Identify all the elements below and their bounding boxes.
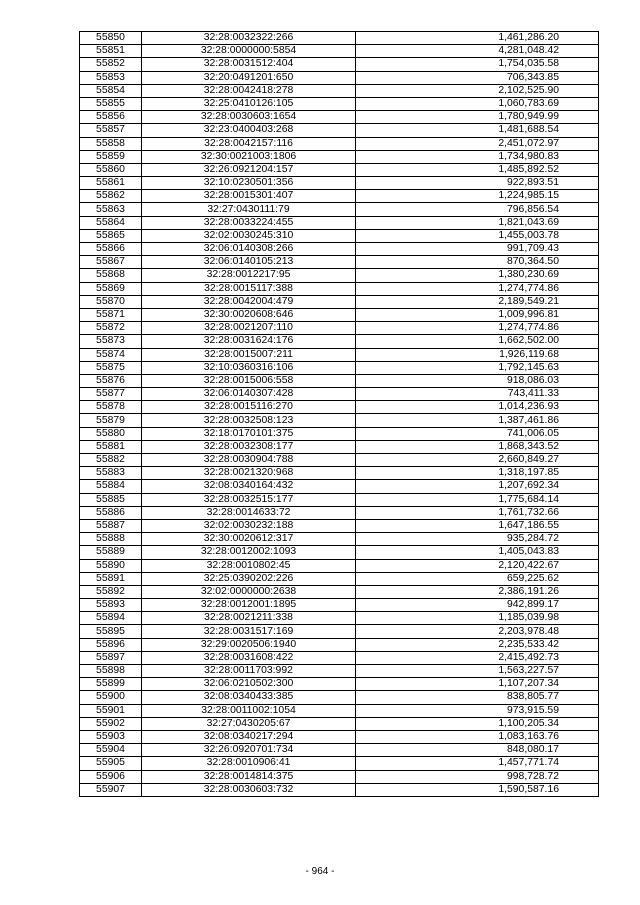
row-number-cell: 55869 xyxy=(80,282,142,295)
cadastral-number-cell: 32:27:0430111:79 xyxy=(142,203,356,216)
table-row xyxy=(80,599,599,612)
table-body xyxy=(80,32,599,797)
cadastral-number-cell: 32:02:0030245:310 xyxy=(142,229,356,242)
table-row xyxy=(80,414,599,427)
table-row xyxy=(80,572,599,585)
table-row xyxy=(80,295,599,308)
amount-cell: 1,107,207.34 xyxy=(356,678,599,691)
row-number-cell: 55892 xyxy=(80,585,142,598)
table-row xyxy=(80,97,599,110)
cadastral-number-cell: 32:28:0014633:72 xyxy=(142,506,356,519)
cadastral-number-cell: 32:28:0032322:266 xyxy=(142,32,356,45)
row-number-cell: 55878 xyxy=(80,401,142,414)
row-number-cell: 55900 xyxy=(80,691,142,704)
table-row xyxy=(80,282,599,295)
row-number-cell: 55866 xyxy=(80,243,142,256)
amount-cell: 1,780,949.99 xyxy=(356,111,599,124)
amount-cell: 1,009,996.81 xyxy=(356,308,599,321)
cadastral-number-cell: 32:28:0030603:1654 xyxy=(142,111,356,124)
row-number-cell: 55850 xyxy=(80,32,142,45)
amount-cell: 991,709.43 xyxy=(356,243,599,256)
cadastral-number-cell: 32:28:0032508:123 xyxy=(142,414,356,427)
amount-cell: 1,274,774.86 xyxy=(356,322,599,335)
row-number-cell: 55879 xyxy=(80,414,142,427)
cadastral-number-cell: 32:26:0920701:734 xyxy=(142,744,356,757)
amount-cell: 848,080.17 xyxy=(356,744,599,757)
table-row xyxy=(80,678,599,691)
amount-cell: 1,775,684.14 xyxy=(356,493,599,506)
row-number-cell: 55894 xyxy=(80,612,142,625)
row-number-cell: 55886 xyxy=(80,506,142,519)
row-number-cell: 55853 xyxy=(80,71,142,84)
table-row xyxy=(80,269,599,282)
row-number-cell: 55890 xyxy=(80,559,142,572)
table-row xyxy=(80,612,599,625)
row-number-cell: 55902 xyxy=(80,717,142,730)
row-number-cell: 55882 xyxy=(80,454,142,467)
row-number-cell: 55862 xyxy=(80,190,142,203)
amount-cell: 743,411.33 xyxy=(356,388,599,401)
amount-cell: 2,235,533.42 xyxy=(356,638,599,651)
cadastral-number-cell: 32:28:0021211:338 xyxy=(142,612,356,625)
table-row xyxy=(80,111,599,124)
row-number-cell: 55852 xyxy=(80,58,142,71)
amount-cell: 1,185,039.98 xyxy=(356,612,599,625)
table-row xyxy=(80,243,599,256)
amount-cell: 2,203,978.48 xyxy=(356,625,599,638)
row-number-cell: 55896 xyxy=(80,638,142,651)
row-number-cell: 55858 xyxy=(80,137,142,150)
amount-cell: 1,590,587.16 xyxy=(356,783,599,796)
cadastral-number-cell: 32:06:0140105:213 xyxy=(142,256,356,269)
table-row xyxy=(80,691,599,704)
row-number-cell: 55854 xyxy=(80,84,142,97)
row-number-cell: 55889 xyxy=(80,546,142,559)
table-row xyxy=(80,308,599,321)
row-number-cell: 55874 xyxy=(80,348,142,361)
table-row xyxy=(80,32,599,45)
cadastral-number-cell: 32:28:0010802:45 xyxy=(142,559,356,572)
amount-cell: 1,481,688.54 xyxy=(356,124,599,137)
cadastral-number-cell: 32:28:0031624:176 xyxy=(142,335,356,348)
amount-cell: 1,083,163.76 xyxy=(356,730,599,743)
row-number-cell: 55893 xyxy=(80,599,142,612)
row-number-cell: 55857 xyxy=(80,124,142,137)
amount-cell: 2,415,492.73 xyxy=(356,651,599,664)
table-row xyxy=(80,229,599,242)
cadastral-number-cell: 32:28:0015301:407 xyxy=(142,190,356,203)
table-row xyxy=(80,717,599,730)
cadastral-number-cell: 32:30:0020608:646 xyxy=(142,308,356,321)
cadastral-number-cell: 32:30:0021003:1806 xyxy=(142,150,356,163)
row-number-cell: 55871 xyxy=(80,308,142,321)
cadastral-number-cell: 32:28:0030603:732 xyxy=(142,783,356,796)
table-row xyxy=(80,638,599,651)
amount-cell: 1,455,003.78 xyxy=(356,229,599,242)
table-row xyxy=(80,335,599,348)
cadastral-number-cell: 32:28:0015006:558 xyxy=(142,374,356,387)
row-number-cell: 55905 xyxy=(80,757,142,770)
amount-cell: 1,224,985.15 xyxy=(356,190,599,203)
row-number-cell: 55887 xyxy=(80,519,142,532)
table-row xyxy=(80,625,599,638)
row-number-cell: 55859 xyxy=(80,150,142,163)
amount-cell: 659,225.62 xyxy=(356,572,599,585)
table-row xyxy=(80,190,599,203)
table-row xyxy=(80,388,599,401)
row-number-cell: 55877 xyxy=(80,388,142,401)
cadastral-number-cell: 32:28:0032308:177 xyxy=(142,440,356,453)
table-row xyxy=(80,137,599,150)
table-row xyxy=(80,177,599,190)
table-row xyxy=(80,783,599,796)
table-row xyxy=(80,467,599,480)
cadastral-number-cell: 32:28:0000000:5854 xyxy=(142,45,356,58)
amount-cell: 4,281,048.42 xyxy=(356,45,599,58)
table-row xyxy=(80,71,599,84)
cadastral-number-cell: 32:28:0031512:404 xyxy=(142,58,356,71)
table-row xyxy=(80,651,599,664)
amount-cell: 935,284.72 xyxy=(356,533,599,546)
row-number-cell: 55903 xyxy=(80,730,142,743)
amount-cell: 942,899.17 xyxy=(356,599,599,612)
cadastral-number-cell: 32:28:0012217:95 xyxy=(142,269,356,282)
cadastral-number-cell: 32:28:0042004:479 xyxy=(142,295,356,308)
amount-cell: 2,120,422.67 xyxy=(356,559,599,572)
cadastral-number-cell: 32:28:0015116:270 xyxy=(142,401,356,414)
amount-cell: 838,805.77 xyxy=(356,691,599,704)
table-row xyxy=(80,322,599,335)
table-row xyxy=(80,744,599,757)
amount-cell: 1,318,197.85 xyxy=(356,467,599,480)
amount-cell: 1,014,236.93 xyxy=(356,401,599,414)
amount-cell: 1,100,205.34 xyxy=(356,717,599,730)
amount-cell: 1,821,043.69 xyxy=(356,216,599,229)
cadastral-number-cell: 32:25:0410126:105 xyxy=(142,97,356,110)
table-row xyxy=(80,665,599,678)
amount-cell: 2,451,072.97 xyxy=(356,137,599,150)
cadastral-number-cell: 32:28:0030904:788 xyxy=(142,454,356,467)
row-number-cell: 55867 xyxy=(80,256,142,269)
data-table-container xyxy=(79,31,598,797)
cadastral-number-cell: 32:20:0491201:650 xyxy=(142,71,356,84)
cadastral-number-cell: 32:26:0921204:157 xyxy=(142,163,356,176)
cadastral-number-cell: 32:06:0140307:428 xyxy=(142,388,356,401)
row-number-cell: 55901 xyxy=(80,704,142,717)
row-number-cell: 55855 xyxy=(80,97,142,110)
cadastral-number-cell: 32:28:0011703:992 xyxy=(142,665,356,678)
row-number-cell: 55885 xyxy=(80,493,142,506)
cadastral-number-cell: 32:10:0230501:356 xyxy=(142,177,356,190)
row-number-cell: 55895 xyxy=(80,625,142,638)
table-row xyxy=(80,84,599,97)
amount-cell: 1,734,980.83 xyxy=(356,150,599,163)
cadastral-number-cell: 32:28:0033224:455 xyxy=(142,216,356,229)
table-row xyxy=(80,730,599,743)
row-number-cell: 55861 xyxy=(80,177,142,190)
cadastral-number-cell: 32:23:0400403:268 xyxy=(142,124,356,137)
table-row xyxy=(80,506,599,519)
row-number-cell: 55891 xyxy=(80,572,142,585)
amount-cell: 1,754,035.58 xyxy=(356,58,599,71)
table-row xyxy=(80,203,599,216)
amount-cell: 1,274,774.86 xyxy=(356,282,599,295)
row-number-cell: 55863 xyxy=(80,203,142,216)
table-row xyxy=(80,124,599,137)
cadastral-number-cell: 32:02:0030232:188 xyxy=(142,519,356,532)
amount-cell: 1,485,892.52 xyxy=(356,163,599,176)
cadastral-number-cell: 32:28:0021207:110 xyxy=(142,322,356,335)
amount-cell: 2,102,525.90 xyxy=(356,84,599,97)
table-row xyxy=(80,480,599,493)
row-number-cell: 55864 xyxy=(80,216,142,229)
amount-cell: 741,006.05 xyxy=(356,427,599,440)
cadastral-number-cell: 32:28:0015117:388 xyxy=(142,282,356,295)
row-number-cell: 55884 xyxy=(80,480,142,493)
cadastral-number-cell: 32:28:0031517:169 xyxy=(142,625,356,638)
amount-cell: 1,060,783.69 xyxy=(356,97,599,110)
amount-cell: 1,405,043.83 xyxy=(356,546,599,559)
cadastral-number-cell: 32:06:0140308:266 xyxy=(142,243,356,256)
table-row xyxy=(80,585,599,598)
amount-cell: 2,386,191.26 xyxy=(356,585,599,598)
cadastral-number-cell: 32:02:0000000:2638 xyxy=(142,585,356,598)
page-number: - 964 - xyxy=(305,866,335,877)
table-row xyxy=(80,440,599,453)
table-row xyxy=(80,374,599,387)
cadastral-number-cell: 32:25:0390202:226 xyxy=(142,572,356,585)
row-number-cell: 55897 xyxy=(80,651,142,664)
cadastral-number-cell: 32:08:0340217:294 xyxy=(142,730,356,743)
cadastral-number-cell: 32:28:0042157:116 xyxy=(142,137,356,150)
amount-cell: 1,662,502.00 xyxy=(356,335,599,348)
cadastral-number-cell: 32:29:0020506:1940 xyxy=(142,638,356,651)
table-row xyxy=(80,58,599,71)
amount-cell: 1,792,145.63 xyxy=(356,361,599,374)
table-row xyxy=(80,757,599,770)
table-row xyxy=(80,559,599,572)
row-number-cell: 55899 xyxy=(80,678,142,691)
row-number-cell: 55888 xyxy=(80,533,142,546)
amount-cell: 973,915.59 xyxy=(356,704,599,717)
amount-cell: 1,207,692.34 xyxy=(356,480,599,493)
table-row xyxy=(80,216,599,229)
row-number-cell: 55904 xyxy=(80,744,142,757)
row-number-cell: 55868 xyxy=(80,269,142,282)
row-number-cell: 55898 xyxy=(80,665,142,678)
row-number-cell: 55865 xyxy=(80,229,142,242)
amount-cell: 918,086.03 xyxy=(356,374,599,387)
row-number-cell: 55872 xyxy=(80,322,142,335)
cadastral-number-cell: 32:28:0032515:177 xyxy=(142,493,356,506)
table-row xyxy=(80,770,599,783)
cadastral-number-cell: 32:28:0031608:422 xyxy=(142,651,356,664)
amount-cell: 796,856.54 xyxy=(356,203,599,216)
amount-cell: 1,868,343.52 xyxy=(356,440,599,453)
amount-cell: 706,343.85 xyxy=(356,71,599,84)
cadastral-number-cell: 32:28:0011002:1054 xyxy=(142,704,356,717)
amount-cell: 1,761,732.66 xyxy=(356,506,599,519)
row-number-cell: 55856 xyxy=(80,111,142,124)
table-row xyxy=(80,493,599,506)
amount-cell: 2,660,849.27 xyxy=(356,454,599,467)
cadastral-number-cell: 32:28:0015007:211 xyxy=(142,348,356,361)
cadastral-number-cell: 32:28:0021320:968 xyxy=(142,467,356,480)
amount-cell: 922,893.51 xyxy=(356,177,599,190)
row-number-cell: 55875 xyxy=(80,361,142,374)
table-row xyxy=(80,454,599,467)
row-number-cell: 55876 xyxy=(80,374,142,387)
amount-cell: 2,189,549.21 xyxy=(356,295,599,308)
amount-cell: 870,364.50 xyxy=(356,256,599,269)
amount-cell: 1,647,186.55 xyxy=(356,519,599,532)
table-row xyxy=(80,533,599,546)
cadastral-number-cell: 32:06:0210502:300 xyxy=(142,678,356,691)
cadastral-number-cell: 32:28:0012001:1895 xyxy=(142,599,356,612)
cadastral-number-cell: 32:28:0010906:41 xyxy=(142,757,356,770)
table-row xyxy=(80,150,599,163)
row-number-cell: 55870 xyxy=(80,295,142,308)
table-row xyxy=(80,546,599,559)
amount-cell: 1,461,286.20 xyxy=(356,32,599,45)
row-number-cell: 55881 xyxy=(80,440,142,453)
cadastral-number-cell: 32:08:0340164:432 xyxy=(142,480,356,493)
table-row xyxy=(80,519,599,532)
table-row xyxy=(80,163,599,176)
cadastral-number-cell: 32:28:0012002:1093 xyxy=(142,546,356,559)
row-number-cell: 55860 xyxy=(80,163,142,176)
row-number-cell: 55880 xyxy=(80,427,142,440)
cadastral-number-cell: 32:28:0042418:278 xyxy=(142,84,356,97)
table-row xyxy=(80,45,599,58)
cadastral-number-cell: 32:28:0014814:375 xyxy=(142,770,356,783)
amount-cell: 1,926,119.68 xyxy=(356,348,599,361)
cadastral-number-cell: 32:27:0430205:67 xyxy=(142,717,356,730)
row-number-cell: 55907 xyxy=(80,783,142,796)
table-row xyxy=(80,704,599,717)
table-row xyxy=(80,348,599,361)
amount-cell: 1,457,771.74 xyxy=(356,757,599,770)
cadastral-number-cell: 32:10:0360316:106 xyxy=(142,361,356,374)
row-number-cell: 55851 xyxy=(80,45,142,58)
row-number-cell: 55873 xyxy=(80,335,142,348)
cadastral-number-cell: 32:18:0170101:375 xyxy=(142,427,356,440)
amount-cell: 1,563,227.57 xyxy=(356,665,599,678)
table-row xyxy=(80,427,599,440)
amount-cell: 1,387,461.86 xyxy=(356,414,599,427)
data-table xyxy=(79,31,599,797)
amount-cell: 1,380,230.69 xyxy=(356,269,599,282)
cadastral-number-cell: 32:30:0020612:317 xyxy=(142,533,356,546)
row-number-cell: 55906 xyxy=(80,770,142,783)
row-number-cell: 55883 xyxy=(80,467,142,480)
table-row xyxy=(80,256,599,269)
cadastral-number-cell: 32:08:0340433:385 xyxy=(142,691,356,704)
amount-cell: 998,728.72 xyxy=(356,770,599,783)
table-row xyxy=(80,401,599,414)
table-row xyxy=(80,361,599,374)
